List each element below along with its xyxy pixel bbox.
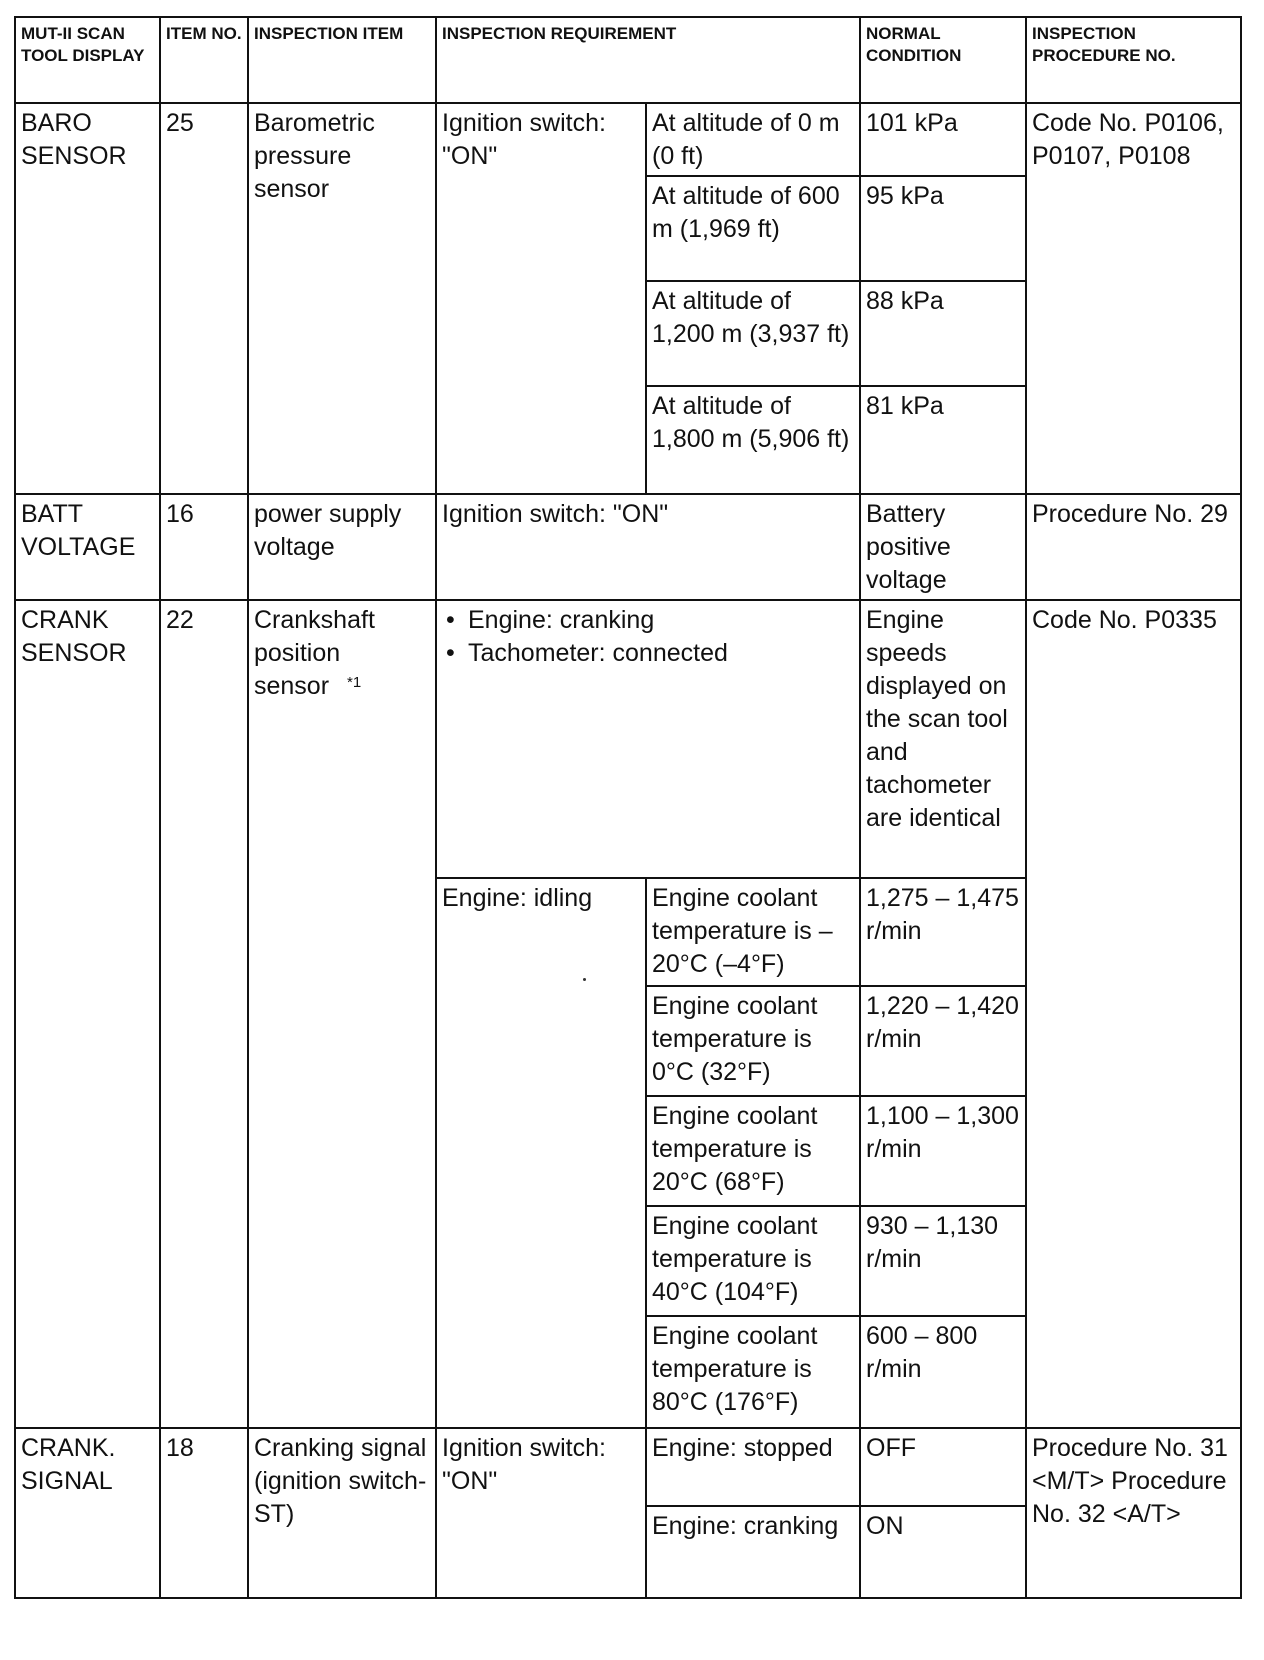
batt-normal: Battery positive voltage: [860, 494, 1026, 600]
header-procedure: INSPECTION PROCEDURE NO.: [1026, 17, 1241, 103]
baro-normal-1: 101 kPa: [860, 103, 1026, 176]
baro-normal-3: 88 kPa: [860, 281, 1026, 386]
baro-procedure: Code No. P0106, P0107, P0108: [1026, 103, 1241, 494]
batt-inspection-item: power supply voltage: [248, 494, 436, 600]
crank-condition-5: Engine coolant temperature is 80°C (176°F): [646, 1316, 860, 1428]
batt-requirement: Ignition switch: "ON": [436, 494, 860, 600]
table-row: [15, 600, 1241, 878]
table-row: [15, 103, 1241, 176]
baro-display: BARO SENSOR: [15, 103, 160, 494]
crank-signal-condition-1: Engine: stopped: [646, 1428, 860, 1506]
header-item-no: ITEM NO.: [160, 17, 248, 103]
baro-condition-3: At altitude of 1,200 m (3,937 ft): [646, 281, 860, 386]
crank-signal-normal-1: OFF: [860, 1428, 1026, 1506]
crank-normal-2: 1,220 – 1,420 r/min: [860, 986, 1026, 1096]
batt-item-no: 16: [160, 494, 248, 600]
crank-signal-item-no: 18: [160, 1428, 248, 1598]
crank-condition-4: Engine coolant temperature is 40°C (104°F): [646, 1206, 860, 1316]
baro-condition-1: At altitude of 0 m (0 ft): [646, 103, 860, 176]
crank-bullet-normal: Engine speeds displayed on the scan tool and tachometer are identical: [860, 600, 1026, 878]
baro-normal-4: 81 kPa: [860, 386, 1026, 494]
baro-requirement: Ignition switch: "ON": [436, 103, 646, 494]
crank-normal-5: 600 – 800 r/min: [860, 1316, 1026, 1428]
crank-signal-display: CRANK. SIGNAL: [15, 1428, 160, 1598]
header-inspection-item: INSPECTION ITEM: [248, 17, 436, 103]
crank-idle-requirement: Engine: idling: [436, 878, 646, 1428]
header-normal-condition: NORMAL CONDITION: [860, 17, 1026, 103]
crank-inspection-item: [248, 600, 436, 1428]
crank-normal-1: 1,275 – 1,475 r/min: [860, 878, 1026, 986]
table-row: [15, 494, 1241, 600]
inspection-table: [14, 16, 1242, 1599]
crank-bullet-requirement: [436, 600, 860, 878]
batt-procedure: Procedure No. 29: [1026, 494, 1241, 600]
crank-signal-requirement: Ignition switch: "ON": [436, 1428, 646, 1598]
header-requirement: INSPECTION REQUIREMENT: [436, 17, 860, 103]
baro-normal-2: 95 kPa: [860, 176, 1026, 281]
crank-signal-procedure: Procedure No. 31 <M/T> Procedure No. 32 <A/T>: [1026, 1428, 1241, 1598]
crank-item-no: 22: [160, 600, 248, 1428]
header-display: MUT-II SCAN TOOL DISPLAY: [15, 17, 160, 103]
crank-procedure: Code No. P0335: [1026, 600, 1241, 1428]
header-row: [15, 17, 1241, 103]
crank-signal-inspection-item: Cranking signal (ignition switch-ST): [248, 1428, 436, 1598]
crank-condition-3: Engine coolant temperature is 20°C (68°F): [646, 1096, 860, 1206]
batt-display: BATT VOLTAGE: [15, 494, 160, 600]
baro-item-no: 25: [160, 103, 248, 494]
crank-display: CRANK SENSOR: [15, 600, 160, 1428]
baro-condition-2: At altitude of 600 m (1,969 ft): [646, 176, 860, 281]
crank-item-text: Crankshaft position sensor: [254, 606, 375, 700]
crank-normal-4: 930 – 1,130 r/min: [860, 1206, 1026, 1316]
list-item: • Engine: cranking: [468, 604, 854, 637]
scan-speck: [583, 978, 586, 981]
crank-condition-2: Engine coolant temperature is 0°C (32°F): [646, 986, 860, 1096]
crank-condition-1: Engine coolant temperature is –20°C (–4°F): [646, 878, 860, 986]
crank-item-note: *1: [347, 674, 362, 691]
list-item: • Tachometer: connected: [468, 637, 854, 670]
crank-signal-condition-2: Engine: cranking: [646, 1506, 860, 1598]
crank-bullet-list: [442, 604, 854, 670]
crank-normal-3: 1,100 – 1,300 r/min: [860, 1096, 1026, 1206]
baro-inspection-item: Barometric pressure sensor: [248, 103, 436, 494]
baro-condition-4: At altitude of 1,800 m (5,906 ft): [646, 386, 860, 494]
table-row: [15, 1428, 1241, 1506]
crank-signal-normal-2: ON: [860, 1506, 1026, 1598]
